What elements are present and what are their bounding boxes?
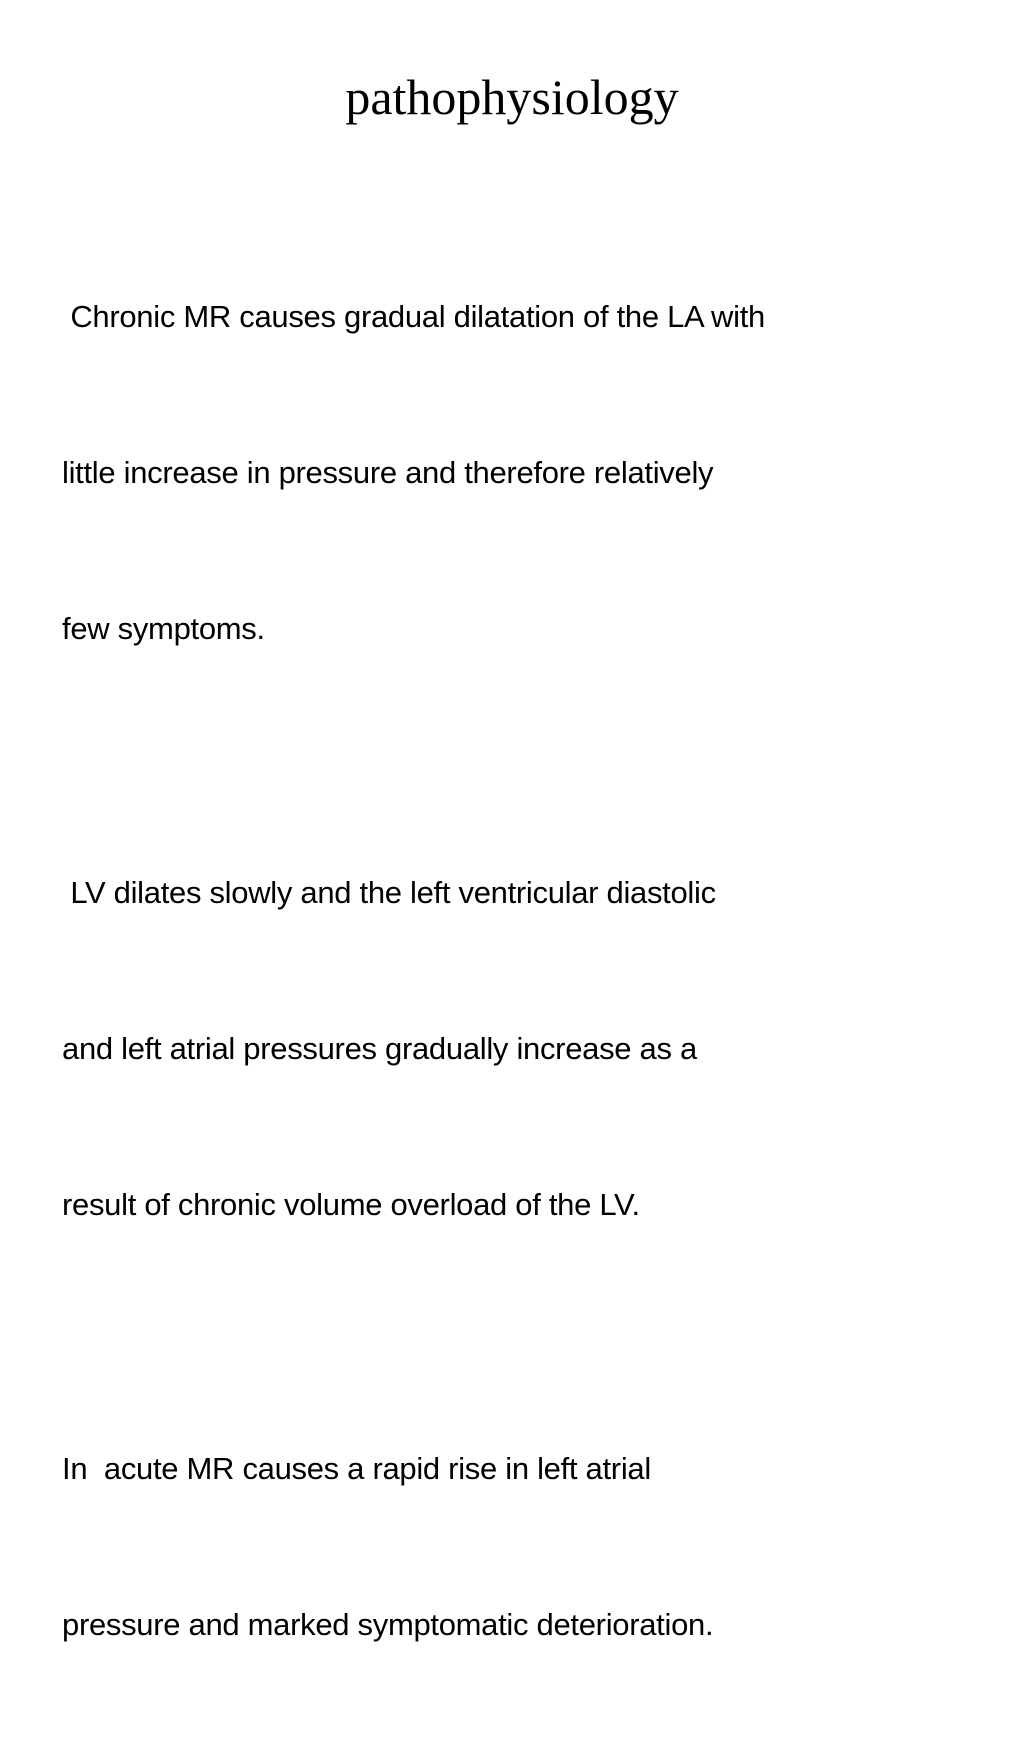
slide-title: pathophysiology <box>345 69 679 125</box>
text-line: pressure and marked symptomatic deterioration. <box>62 1607 714 1642</box>
text-line: few symptoms. <box>62 611 265 646</box>
paragraph-chronic-mr <box>62 187 982 759</box>
text-line: In acute MR causes a rapid rise in left atrial <box>62 1451 651 1486</box>
text-line: little increase in pressure and therefore relatively <box>62 455 714 490</box>
text-line: result of chronic volume overload of the LV. <box>62 1187 640 1222</box>
slide-body <box>62 187 982 1759</box>
text-line: Chronic MR causes gradual dilatation of the LA with <box>62 299 765 334</box>
text-line: LV dilates slowly and the left ventricular diastolic <box>62 875 716 910</box>
paragraph-acute-mr <box>62 1339 982 1755</box>
text-line: and left atrial pressures gradually increase as a <box>62 1031 697 1066</box>
paragraph-lv-dilates <box>62 763 982 1335</box>
